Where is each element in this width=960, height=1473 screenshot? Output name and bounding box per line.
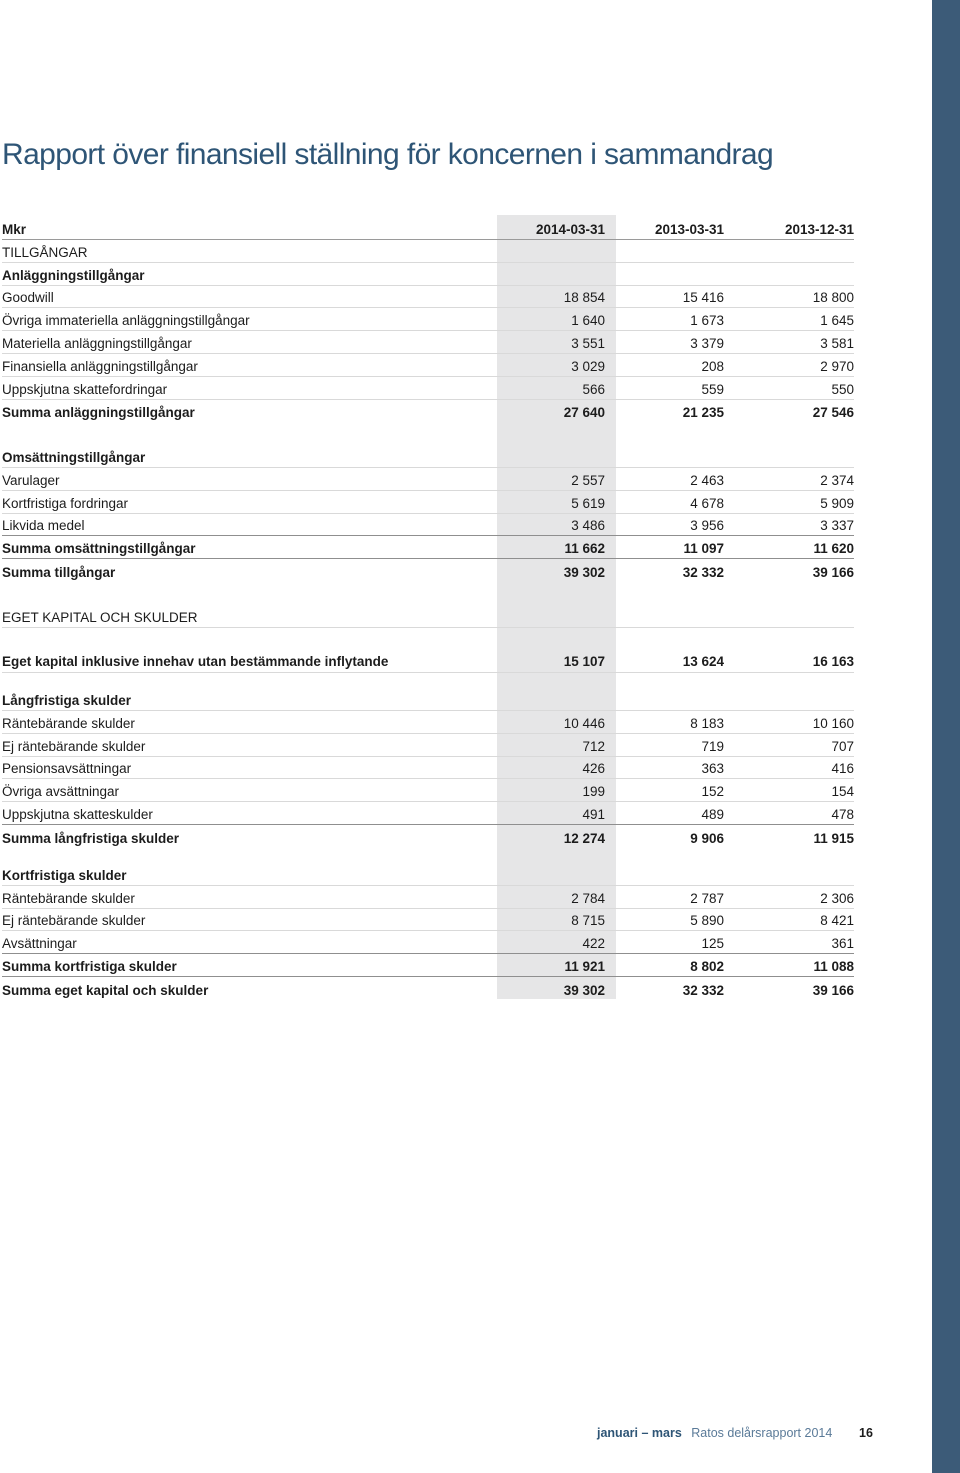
value-2013-12-31: 11 088	[813, 958, 854, 974]
row-label: Ej räntebärande skulder	[2, 738, 146, 754]
value-2013-03-31: 11 097	[683, 541, 724, 557]
total-row	[2, 536, 854, 559]
value-2014-03-31: 199	[582, 784, 605, 800]
table-row	[2, 286, 854, 309]
subsection-heading-fixed-assets	[2, 263, 854, 286]
value-2014-03-31: 11 662	[564, 541, 605, 557]
value-2013-12-31: 11 620	[813, 541, 854, 557]
row-label: TILLGÅNGAR	[2, 244, 88, 260]
row-label: Varulager	[2, 472, 60, 488]
row-label: Finansiella anläggningstillgångar	[2, 358, 198, 374]
value-2014-03-31: 3 029	[571, 358, 605, 374]
value-2014-03-31: 10 446	[563, 715, 605, 731]
footer-period: januari – mars	[597, 1426, 682, 1440]
header-col-2013-12-31: 2013-12-31	[784, 222, 854, 237]
value-2013-12-31: 2 306	[820, 890, 854, 906]
row-label: Kortfristiga skulder	[2, 867, 127, 883]
value-2013-12-31: 39 166	[812, 982, 854, 998]
value-2013-03-31: 719	[701, 738, 724, 754]
value-2014-03-31: 15 107	[563, 653, 605, 669]
value-2013-12-31: 707	[831, 738, 854, 754]
side-color-bar	[932, 0, 960, 1473]
table-row	[2, 491, 854, 514]
value-2014-03-31: 27 640	[563, 405, 605, 421]
row-label: Uppskjutna skatteskulder	[2, 806, 153, 822]
value-2013-03-31: 13 624	[682, 653, 724, 669]
value-2013-03-31: 8 802	[690, 958, 724, 974]
value-2013-12-31: 8 421	[820, 913, 854, 929]
total-equity-liabilities-row	[2, 977, 854, 1000]
section-heading-equity-liabilities	[2, 582, 854, 628]
row-label: Kortfristiga fordringar	[2, 495, 129, 511]
value-2014-03-31: 18 854	[563, 290, 605, 306]
value-2013-12-31: 10 160	[812, 715, 854, 731]
value-2013-03-31: 4 678	[690, 495, 724, 511]
table-row	[2, 931, 854, 954]
total-assets-row	[2, 559, 854, 582]
table-row	[2, 757, 854, 780]
section-heading-assets	[2, 240, 854, 263]
value-2013-03-31: 3 956	[690, 518, 724, 534]
value-2013-12-31: 416	[831, 761, 854, 777]
value-2013-03-31: 125	[701, 936, 724, 952]
row-label: Materiella anläggningstillgångar	[2, 335, 192, 351]
row-label: Summa eget kapital och skulder	[2, 982, 209, 998]
value-2013-03-31: 15 416	[682, 290, 724, 306]
value-2014-03-31: 2 557	[571, 472, 605, 488]
value-2013-03-31: 559	[701, 381, 724, 397]
value-2013-03-31: 9 906	[690, 830, 724, 846]
value-2013-03-31: 2 787	[690, 890, 724, 906]
value-2014-03-31: 712	[582, 738, 605, 754]
value-2013-03-31: 2 463	[690, 472, 724, 488]
row-label: Summa tillgångar	[2, 564, 116, 580]
value-2013-03-31: 5 890	[690, 913, 724, 929]
page-footer	[597, 1426, 873, 1440]
balance-sheet-table	[2, 216, 854, 1000]
table-row	[2, 331, 854, 354]
value-2013-12-31: 2 374	[820, 472, 854, 488]
value-2014-03-31: 3 551	[571, 335, 605, 351]
table-row	[2, 468, 854, 491]
table-row	[2, 886, 854, 909]
value-2014-03-31: 11 921	[564, 958, 605, 974]
value-2014-03-31: 566	[582, 381, 605, 397]
row-label: Övriga immateriella anläggningstillgångar	[2, 313, 250, 329]
header-col-2014-03-31: 2014-03-31	[535, 222, 605, 237]
value-2013-03-31: 32 332	[682, 564, 724, 580]
value-2014-03-31: 422	[582, 936, 605, 952]
value-2014-03-31: 491	[582, 806, 605, 822]
total-row	[2, 954, 854, 977]
value-2013-12-31: 3 337	[820, 518, 854, 534]
value-2013-12-31: 16 163	[812, 653, 854, 669]
row-label: Summa långfristiga skulder	[2, 830, 180, 846]
value-2014-03-31: 5 619	[571, 495, 605, 511]
value-2014-03-31: 3 486	[571, 518, 605, 534]
row-label: Summa anläggningstillgångar	[2, 405, 195, 421]
value-2013-12-31: 39 166	[812, 564, 854, 580]
value-2013-03-31: 489	[701, 806, 724, 822]
table-row	[2, 779, 854, 802]
header-label: Mkr	[2, 222, 27, 237]
value-2013-03-31: 8 183	[690, 715, 724, 731]
table-row	[2, 802, 854, 825]
value-2014-03-31: 2 784	[571, 890, 605, 906]
subsection-heading-long-term-liabilities	[2, 673, 854, 711]
value-2013-03-31: 363	[701, 761, 724, 777]
row-label: Räntebärande skulder	[2, 715, 135, 731]
table-row	[2, 377, 854, 400]
value-2013-03-31: 208	[701, 358, 724, 374]
value-2014-03-31: 39 302	[563, 564, 605, 580]
value-2013-12-31: 18 800	[812, 290, 854, 306]
row-label: Räntebärande skulder	[2, 890, 135, 906]
table-row	[2, 909, 854, 932]
value-2014-03-31: 39 302	[563, 982, 605, 998]
row-label: Anläggningstillgångar	[2, 267, 145, 283]
value-2013-12-31: 3 581	[820, 335, 854, 351]
value-2014-03-31: 12 274	[563, 830, 605, 846]
footer-report-name: Ratos delårsrapport 2014	[691, 1426, 833, 1440]
value-2013-12-31: 5 909	[820, 495, 854, 511]
value-2014-03-31: 426	[582, 761, 605, 777]
value-2013-12-31: 1 645	[820, 313, 854, 329]
value-2013-12-31: 550	[831, 381, 854, 397]
row-label: Omsättningstillgångar	[2, 449, 146, 465]
value-2013-03-31: 152	[701, 784, 724, 800]
value-2013-03-31: 1 673	[690, 313, 724, 329]
subsection-heading-current-assets	[2, 422, 854, 468]
table-row	[2, 711, 854, 734]
row-label: Övriga avsättningar	[2, 784, 120, 800]
value-2013-03-31: 32 332	[682, 982, 724, 998]
equity-row	[2, 628, 854, 673]
table-row	[2, 514, 854, 537]
table-row	[2, 734, 854, 757]
value-2013-12-31: 27 546	[812, 405, 854, 421]
table-header-row	[2, 216, 854, 240]
value-2013-03-31: 21 235	[682, 405, 724, 421]
value-2013-12-31: 478	[831, 806, 854, 822]
subsection-heading-short-term-liabilities	[2, 848, 854, 886]
row-label: EGET KAPITAL OCH SKULDER	[2, 609, 198, 625]
row-label: Eget kapital inklusive innehav utan bestämmande inflytande	[2, 653, 389, 669]
row-label: Ej räntebärande skulder	[2, 913, 146, 929]
row-label: Avsättningar	[2, 936, 77, 952]
header-col-2013-03-31: 2013-03-31	[654, 222, 724, 237]
value-2013-03-31: 3 379	[690, 335, 724, 351]
row-label: Summa omsättningstillgångar	[2, 541, 196, 557]
value-2013-12-31: 11 915	[813, 830, 854, 846]
row-label: Uppskjutna skattefordringar	[2, 381, 168, 397]
value-2014-03-31: 1 640	[571, 313, 605, 329]
value-2014-03-31: 8 715	[571, 913, 605, 929]
value-2013-12-31: 2 970	[820, 358, 854, 374]
row-label: Likvida medel	[2, 518, 85, 534]
value-2013-12-31: 154	[831, 784, 854, 800]
total-row	[2, 400, 854, 423]
total-row	[2, 825, 854, 848]
row-label: Pensionsavsättningar	[2, 761, 132, 777]
table-row	[2, 308, 854, 331]
table-row	[2, 354, 854, 377]
page-title: Rapport över finansiell ställning för koncernen i sammandrag	[2, 138, 774, 171]
value-2013-12-31: 361	[831, 936, 854, 952]
row-label: Goodwill	[2, 290, 54, 306]
row-label: Långfristiga skulder	[2, 692, 132, 708]
row-label: Summa kortfristiga skulder	[2, 958, 177, 974]
footer-page-number: 16	[859, 1426, 873, 1440]
